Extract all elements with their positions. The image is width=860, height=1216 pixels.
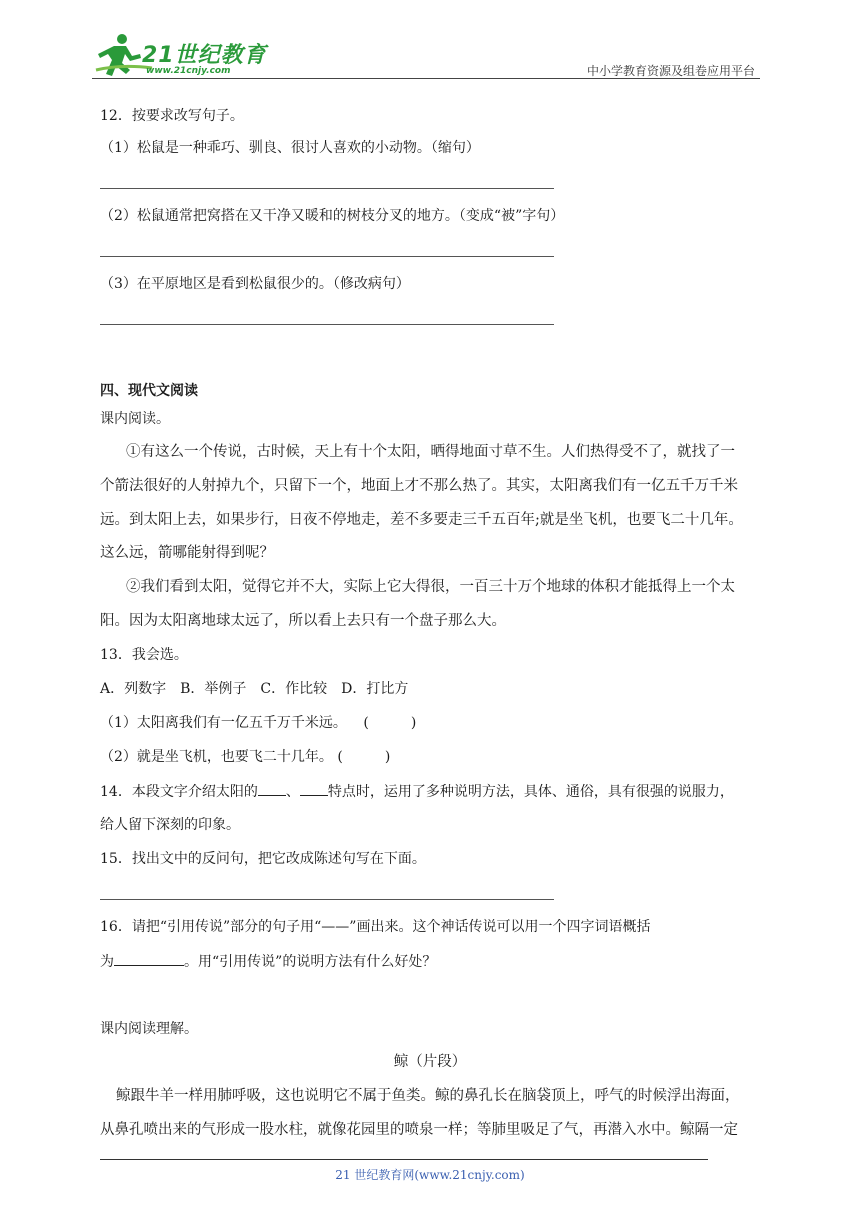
reading-intro: 课内阅读。 (100, 411, 170, 427)
answer-line-q12-1[interactable] (100, 188, 554, 189)
footer-link[interactable]: 21 世纪教育网(www.21cnjy.com) (335, 1168, 525, 1182)
q13-options: A．列数字 B．举例子 C．作比较 D．打比方 (100, 681, 409, 697)
q15-title: 15．找出文中的反问句，把它改成陈述句写在下面。 (100, 851, 426, 867)
header-divider (92, 78, 760, 79)
logo-text: 21世纪教育 (142, 43, 267, 68)
reading2-title: 鲸（片段） (393, 1054, 467, 1070)
q13-item-1-text: （1）太阳离我们有一亿五千万千米远。 (100, 715, 347, 731)
reading2-intro: 课内阅读理解。 (100, 1021, 198, 1037)
footer-divider (100, 1159, 708, 1160)
passage-p1-line-1: ①有这么一个传说，古时候，天上有十个太阳，晒得地面寸草不生。人们热得受不了，就找了一 (126, 444, 735, 460)
section-heading: 四、现代文阅读 (100, 383, 198, 399)
reading2-line-1: 鲸跟牛羊一样用肺呼吸，这也说明它不属于鱼类。鲸的鼻孔长在脑袋顶上，呼气的时候浮出海面， (116, 1088, 740, 1104)
q13-title: 13．我会选。 (100, 647, 188, 663)
q12-sentence-1: （1）松鼠是一种乖巧、驯良、很讨人喜欢的小动物。（缩句） (100, 140, 480, 156)
passage-p2-line-2: 阳。因为太阳离地球太远了，所以看上去只有一个盘子那么大。 (100, 613, 506, 629)
page-header (0, 0, 860, 90)
answer-line-q12-3[interactable] (100, 324, 554, 325)
answer-line-q15[interactable] (100, 899, 554, 900)
q13-item-2 (100, 747, 390, 767)
q14-text-a: 14．本段文字介绍太阳的 (100, 784, 258, 800)
q14-text-b: 特点时，运用了多种说明方法，具体、通俗，具有很强的说服力， (327, 784, 734, 800)
q16-line-1: 16．请把“引用传说”部分的句子用“——”画出来。这个神话传说可以用一个四字词语概括 (100, 919, 651, 935)
answer-line-q12-2[interactable] (100, 256, 554, 257)
q12-sentence-2: （2）松鼠通常把窝搭在又干净又暖和的树枝分叉的地方。（变成“被”字句） (100, 208, 565, 224)
q13-item-1 (100, 713, 416, 733)
q16-line-2 (100, 951, 436, 972)
q16-text-a: 为 (100, 954, 114, 970)
passage-p1-line-3: 远。到太阳上去，如果步行，日夜不停地走，差不多要走三千五百年;就是坐飞机，也要飞二十几年。 (100, 512, 743, 528)
q14-sep: 、 (285, 784, 300, 800)
q13-answer-1[interactable]: ( ) (363, 715, 417, 731)
site-logo[interactable] (92, 30, 272, 82)
logo-url: www.21cnjy.com (146, 66, 231, 76)
q14-blank-2[interactable] (300, 781, 328, 796)
q16-text-b: 。用“引用传说”的说明方法有什么好处？ (184, 954, 437, 970)
q14-line-2: 给人留下深刻的印象。 (100, 817, 240, 833)
passage-p1-line-4: 这么远，箭哪能射得到呢？ (100, 545, 274, 561)
passage-p2-line-1: ②我们看到太阳，觉得它并不大，实际上它大得很，一百三十万个地球的体积才能抵得上一个太 (126, 579, 735, 595)
passage-p1-line-2: 个箭法很好的人射掉九个，只留下一个，地面上才不那么热了。其实，太阳离我们有一亿五千万千米 (100, 478, 738, 494)
q12-sentence-3: （3）在平原地区是看到松鼠很少的。（修改病句） (100, 276, 410, 292)
q16-blank[interactable] (114, 951, 184, 966)
reading2-line-2: 从鼻孔喷出来的气形成一股水柱，就像花园里的喷泉一样；等肺里吸足了气，再潜入水中。鲸隔一定 (100, 1122, 738, 1138)
q13-item-2-text: （2）就是坐飞机，也要飞二十几年。 (100, 749, 333, 765)
q12-title: 12．按要求改写句子。 (100, 108, 244, 124)
q14-line-1 (100, 781, 734, 802)
q13-answer-2[interactable]: ( ) (337, 749, 391, 765)
platform-name: 中小学教育资源及组卷应用平台 (586, 64, 755, 78)
q14-blank-1[interactable] (258, 781, 286, 796)
